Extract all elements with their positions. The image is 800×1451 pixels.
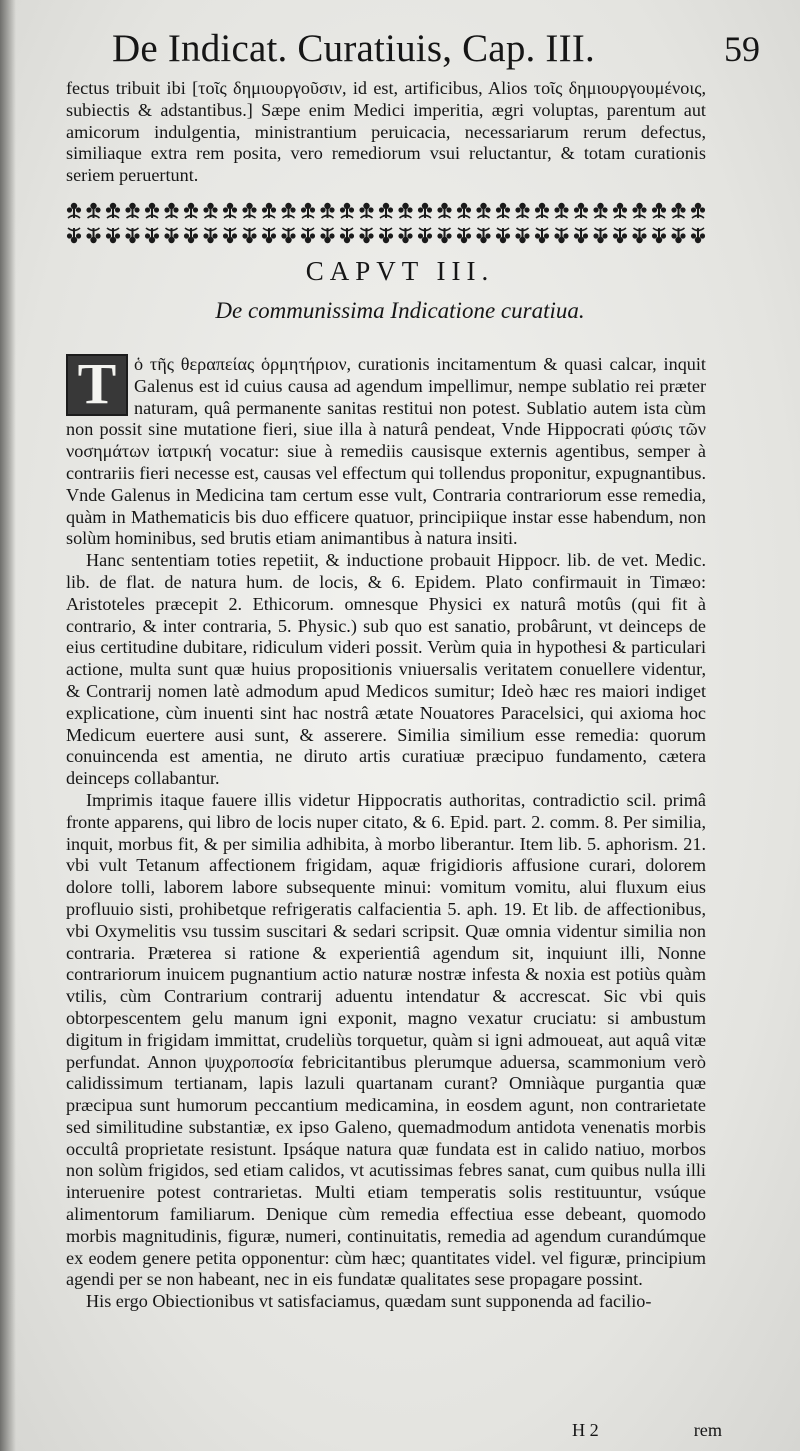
fleuron-ornament <box>632 228 646 243</box>
fleuron-ornament <box>457 203 471 218</box>
fleuron-ornament <box>496 203 510 218</box>
fleuron-ornament <box>496 228 510 243</box>
fleuron-ornament <box>379 228 393 243</box>
page-number: 59 <box>724 29 760 69</box>
fleuron-ornament <box>164 228 178 243</box>
fleuron-ornament <box>320 203 334 218</box>
fleuron-ornament <box>476 228 490 243</box>
fleuron-ornament <box>301 203 315 218</box>
fleuron-ornament <box>535 203 549 218</box>
chapter-title: CAPVT III. <box>305 256 495 286</box>
fleuron-ornament <box>554 228 568 243</box>
fleuron-ornament <box>242 203 256 218</box>
fleuron-ornament <box>223 228 237 243</box>
catchword: rem <box>693 1420 722 1440</box>
fleuron-ornament <box>67 228 81 243</box>
fleuron-ornament <box>398 228 412 243</box>
fleuron-ornament <box>125 228 139 243</box>
fleuron-ornament <box>340 203 354 218</box>
page-gutter-shadow <box>0 0 16 1451</box>
fleuron-ornament <box>184 228 198 243</box>
fleuron-ornament <box>106 203 120 218</box>
fleuron-ornament <box>379 203 393 218</box>
fleuron-ornament <box>613 203 627 218</box>
fleuron-ornament <box>535 228 549 243</box>
opening-paragraph: ὁ τῆς θεραπείας ὁρμητήριον, curationis incitamentum & quasi calcar, inquit Galenus est id cuius causa ad agendum impellimur, nempe sublatio rei præter naturam, quâ permanente sanitas restitui non potest. Sublatio autem ista cùm non possit sine mutatione fieri, siue illa à naturâ pendeat, Vnde Hippocrati φύσις τῶν νοσημάτων ἰατρική vocatur: siue à remediis causisque externis agentibus, semper à contrariis fieri necesse est, causas vel effectum qui tollendus proponitur, expugnantibus. Vnde Galenus in Medicina tam certum esse vult, Contraria contrariorum esse remedia, quàm in Mathematicis bis duo efficere quatuor, principiique instar esse habendum, non solùm hominibus, sed brutis etiam animantibus à natura insiti. <box>66 354 706 549</box>
fleuron-ornament <box>593 228 607 243</box>
main-text <box>66 351 706 1313</box>
fleuron-ornament <box>67 203 81 218</box>
fleuron-ornament <box>671 228 685 243</box>
page-footer <box>66 1420 722 1442</box>
running-header <box>100 26 760 72</box>
fleuron-ornament <box>242 228 256 243</box>
fleuron-ornament <box>281 203 295 218</box>
decorated-initial-letter: T <box>77 351 117 416</box>
fleuron-ornament <box>164 203 178 218</box>
fleuron-ornament <box>262 228 276 243</box>
fleuron-ornament <box>613 228 627 243</box>
fleuron-ornament <box>262 203 276 218</box>
chapter-subtitle: De communissima Indicatione curatiua. <box>215 298 585 323</box>
fleuron-ornament <box>652 203 666 218</box>
fleuron-ornament <box>106 228 120 243</box>
fleuron-ornament <box>593 203 607 218</box>
fleuron-ornament <box>476 203 490 218</box>
fleuron-ornament <box>437 203 451 218</box>
paragraph: His ergo Obiectionibus vt satisfaciamus, quædam sunt supponenda ad facilio- <box>86 1291 652 1312</box>
fleuron-ornament <box>515 228 529 243</box>
top-paragraph: fectus tribuit ibi [τοῖς δημιουργοῦσιν, id est, artificibus, Alios τοῖς δημιουργουμένοις, subiectis & adstantibus.] Sæpe enim Medici imperitia, ægri voluptas, parentum aut amicorum indulgentia, ministrantium peruicacia, necessariarum rerum defectus, similiaque extra rem posita, vero remediorum vsui reluctantur, & totam curationis seriem peruertunt. <box>66 78 706 186</box>
fleuron-ornament <box>320 228 334 243</box>
fleuron-ornament <box>184 203 198 218</box>
top-paragraph-block <box>66 78 706 187</box>
fleuron-ornament <box>359 203 373 218</box>
fleuron-ornament <box>554 203 568 218</box>
fleuron-ornament <box>301 228 315 243</box>
fleuron-ornament <box>691 228 705 243</box>
fleuron-ornament <box>515 203 529 218</box>
fleuron-ornament <box>574 203 588 218</box>
fleuron-ornament <box>632 203 646 218</box>
fleuron-ornament <box>457 228 471 243</box>
paragraph: Hanc sententiam toties repetiit, & inductione probauit Hippocr. lib. de vet. Medic. lib. de flat. de natura hum. de locis, & 6. Epidem. Plato confirmauit in Timæo: Aristoteles præcepit 2. Ethicorum. omnesque Physici ex naturâ motûs (qui fit à contrario, & inter contraria, 5. Physic.) sub quo est sanatio, probârunt, vt deinceps de eius certitudine dubitare, ridiculum videri possit. Verùm quia in hypothesi & particulari actione, multa sunt quæ huius propositionis vniuersalis veritatem conuellere videntur, & Contrarij nomen latè admodum apud Medicos sumitur; Ideò hæc res maiori indiget explicatione, cùm inuenti sint hac nostrâ ætate Nouatores Paracelsici, qui axioma hoc Medicum euertere ausi sunt, & asserere. Similia similium esse remedia: quorum conuincenda est amentia, ne diruto artis curatiuæ præcipuo fundamento, cætera deinceps collabantur. <box>66 550 706 789</box>
fleuron-ornament <box>125 203 139 218</box>
paragraph: Imprimis itaque fauere illis videtur Hippocratis authoritas, contradictio scil. primâ fronte apparens, qui libro de locis nuper citato, & 6. Epid. part. 2. comm. 8. Per similia, inquit, morbus fit, & per similia adhibita, à morbo liberantur. Item lib. 5. aphorism. 21. vbi vult Tetanum affectionem frigidam, aquæ frigidioris affusione curari, dolorem dolore tolli, laborem labore subsequente minui: vomitum vomitu, alui fluxum eius profluuio sisti, prohibetque refrigeratis calfacientia 5. aph. 19. Et lib. de affectionibus, vbi Oxymelitis vsu tussim suscitari & sedari scripsit. Quæ omnia videntur similia non contraria. Præterea si ratione & experientiâ agendum sit, inquiunt illi, Nonne contrariorum inuicem pugnantium actio naturæ nostræ infesta & noxia est potiùs quàm vtilis, cùm Contrarium contrarij aduentu intendatur & accrescat. Sic vbi quis obtorpescentem gelu manum igni exponit, magno vexatur cruciatu: si ambustum digitum in frigidam immittat, crudeliùs torquetur, quàm si igni admoueat, aut aquâ vitæ perfundat. Annon ψυχροποσία febricitantibus plerumque aduersa, scammonium verò calidissimum tertianam, lapis lazuli quartanam curant? Omniàque purgantia quæ præcipua sunt humorum peccantium medicamina, in eosdem agunt, non contrarietate sed similitudine substantiæ, ex ipso Galeno, quemadmodum antidota venenatis morbis occultâ proprietate resistunt. Ipsáque natura quæ fundata est in calido natiuo, morbos non solùm frigidos, sed etiam calidos, vt acutissimas febres sanat, cum quibus nulla illi interuenire potest contrarietas. Multi etiam temperatis solis restituuntur, vsúque alimentorum familiarum. Denique cùm remedia effectiua esse debeant, quomodo morbis magnitudinis, figuræ, numeri, continuitatis, remedia ad agendum curandúmque ex eodem genere petita opponentur: cùm hæc; quantitates videl. vel figuræ, principium agendi per se non habeant, nec in eis fundatæ qualitates sese propagare possint. <box>66 789 706 1290</box>
fleuron-ornament <box>223 203 237 218</box>
fleuron-ornament <box>203 203 217 218</box>
fleuron-ornament <box>671 203 685 218</box>
fleuron-ornament <box>574 228 588 243</box>
fleuron-ornament <box>281 228 295 243</box>
fleuron-ornament <box>691 203 705 218</box>
running-title: De Indicat. Curatiuis, Cap. III. <box>112 27 595 70</box>
fleuron-ornament <box>398 203 412 218</box>
fleuron-ornament <box>203 228 217 243</box>
fleuron-ornament <box>359 228 373 243</box>
fleuron-ornament <box>340 228 354 243</box>
ornamental-band <box>66 197 706 249</box>
fleuron-ornament <box>86 228 100 243</box>
fleuron-ornament <box>145 228 159 243</box>
fleuron-ornament <box>652 228 666 243</box>
signature-mark: H 2 <box>572 1420 599 1440</box>
fleuron-ornament <box>145 203 159 218</box>
fleuron-ornament <box>86 203 100 218</box>
fleuron-ornament <box>418 228 432 243</box>
fleuron-ornament <box>437 228 451 243</box>
fleuron-ornament <box>418 203 432 218</box>
